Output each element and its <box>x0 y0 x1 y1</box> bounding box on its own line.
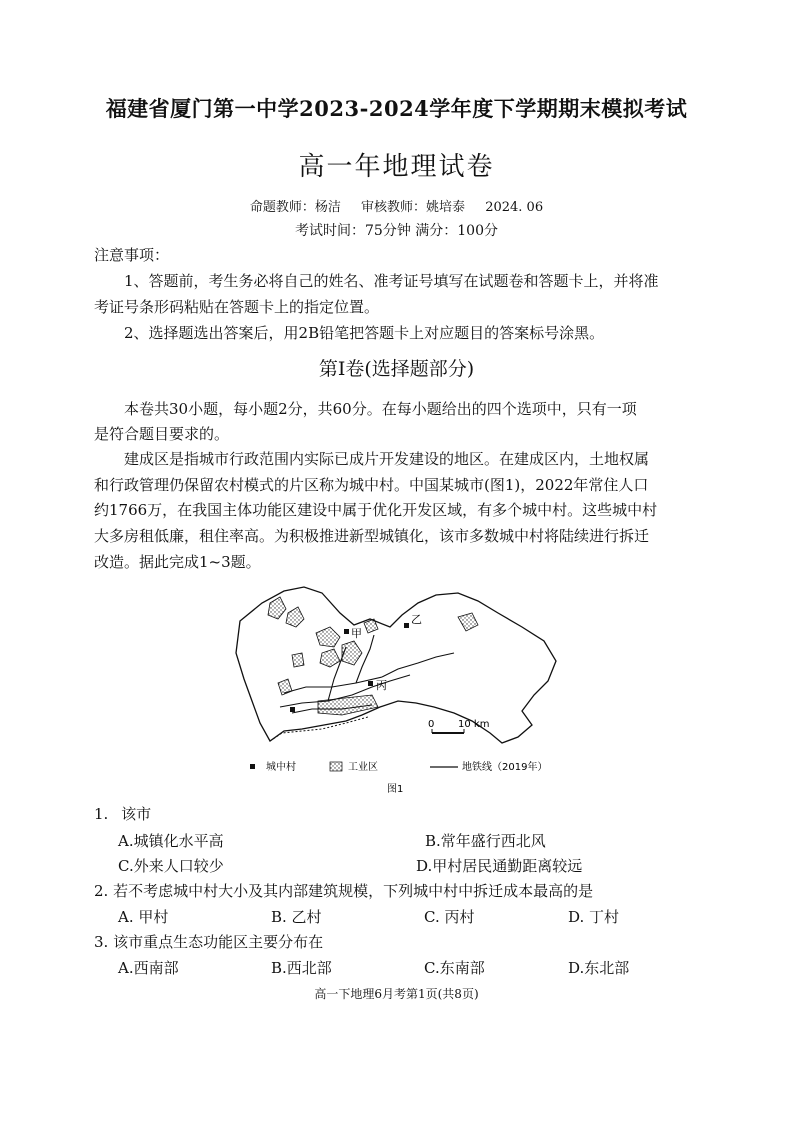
village-jia-marker <box>344 629 349 634</box>
figure-caption: 图1 <box>387 784 404 795</box>
instructions-line-2: 是符合题目要求的。 <box>94 425 230 443</box>
label-jia: 甲 <box>351 627 362 640</box>
passage-line-5: 改造。据此完成1~3题。 <box>94 553 261 571</box>
question-3 <box>94 931 323 952</box>
notice-item-1-line-1: 1、答题前，考生务必将自己的姓名、准考证号填写在试题卷和答题卡上，并将准 <box>124 272 659 290</box>
option-3b[interactable]: B.西北部 <box>271 959 332 977</box>
industrial-zone <box>342 641 362 665</box>
passage-line-3: 约1766万，在我国主体功能区建设中属于优化开发区域，有多个城中村。这些城中村 <box>94 501 658 519</box>
page-footer: 高一下地理6月考第1页(共8页) <box>314 987 479 1001</box>
option-3d[interactable]: D.东北部 <box>568 959 630 977</box>
option-2c[interactable]: C. 丙村 <box>424 908 475 926</box>
option-1a[interactable]: A.城镇化水平高 <box>118 832 224 850</box>
legend-industrial-icon <box>330 762 342 771</box>
notice-item-1-line-2: 考证号条形码粘贴在答题卡上的指定位置。 <box>94 298 380 316</box>
question-stem: 若不考虑城中村大小及其内部建筑规模，下列城中村中拆迁成本最高的是 <box>113 882 594 900</box>
industrial-zone <box>286 607 304 627</box>
option-1b[interactable]: B.常年盛行西北风 <box>425 832 546 850</box>
industrial-zone <box>316 627 340 647</box>
scale-zero: 0 <box>428 719 435 730</box>
label-bing: 丙 <box>376 679 387 692</box>
exam-meta <box>0 196 793 215</box>
option-1c[interactable]: C.外来人口较少 <box>118 857 224 875</box>
subway-line <box>284 677 382 693</box>
exam-time-score: 考试时间：75分钟 满分：100分 <box>295 223 498 239</box>
legend-village-label: 城中村 <box>266 762 296 773</box>
question-number: 1. <box>94 805 109 823</box>
industrial-zone <box>292 653 304 667</box>
village-bing-marker <box>368 681 373 686</box>
exam-date: 2024. 06 <box>485 200 544 215</box>
village-ding-marker <box>290 707 295 712</box>
question-number: 2. <box>94 882 109 900</box>
industrial-zone <box>268 597 286 619</box>
exam-title: 福建省厦门第一中学2023-2024学年度下学期期末模拟考试 <box>105 96 688 121</box>
notice-item-2: 2、选择题选出答案后，用2B铅笔把答题卡上对应题目的答案标号涂黑。 <box>124 324 605 342</box>
option-2d[interactable]: D. 丁村 <box>568 908 620 926</box>
exam-subtitle: 高一年地理试卷 <box>298 152 495 182</box>
question-stem: 该市 <box>121 805 152 823</box>
legend-industrial-label: 工业区 <box>348 762 378 773</box>
scale-km: 10 km <box>458 719 490 730</box>
passage-line-2: 和行政管理仍保留农村模式的片区称为城中村。中国某城市(图1)，2022年常住人口 <box>94 476 649 494</box>
proposer: 命题教师：杨洁 <box>249 200 341 215</box>
option-3c[interactable]: C.东南部 <box>424 959 485 977</box>
subway-line <box>382 653 454 677</box>
question-1 <box>94 803 151 824</box>
subway-line <box>356 635 374 683</box>
city-map-figure <box>222 583 566 799</box>
instructions-line-1: 本卷共30小题，每小题2分，共60分。在每小题给出的四个选项中，只有一项 <box>124 400 637 418</box>
option-1d[interactable]: D.甲村居民通勤距离较远 <box>416 857 583 875</box>
option-3a[interactable]: A.西南部 <box>118 959 179 977</box>
passage-line-1: 建成区是指城市行政范围内实际已成片开发建设的地区。在建成区内，土地权属 <box>124 450 650 468</box>
industrial-zone <box>458 613 478 631</box>
legend-village-icon <box>250 764 255 769</box>
question-stem: 该市重点生态功能区主要分布在 <box>113 933 324 951</box>
industrial-zone <box>320 649 340 667</box>
option-2a[interactable]: A. 甲村 <box>118 908 169 926</box>
reviewer: 审核教师：姚培泰 <box>361 200 466 215</box>
legend-subway-label: 地铁线（2019年） <box>462 762 548 773</box>
question-number: 3. <box>94 933 109 951</box>
question-2 <box>94 880 593 901</box>
section-title: 第Ⅰ卷(选择题部分) <box>318 358 475 380</box>
label-yi: 乙 <box>411 613 422 626</box>
option-2b[interactable]: B. 乙村 <box>271 908 322 926</box>
passage-line-4: 大多房租低廉，租住率高。为积极推进新型城镇化，该市多数城中村将陆续进行拆迁 <box>94 527 650 545</box>
village-yi-marker <box>404 623 409 628</box>
notice-heading: 注意事项： <box>94 246 170 264</box>
